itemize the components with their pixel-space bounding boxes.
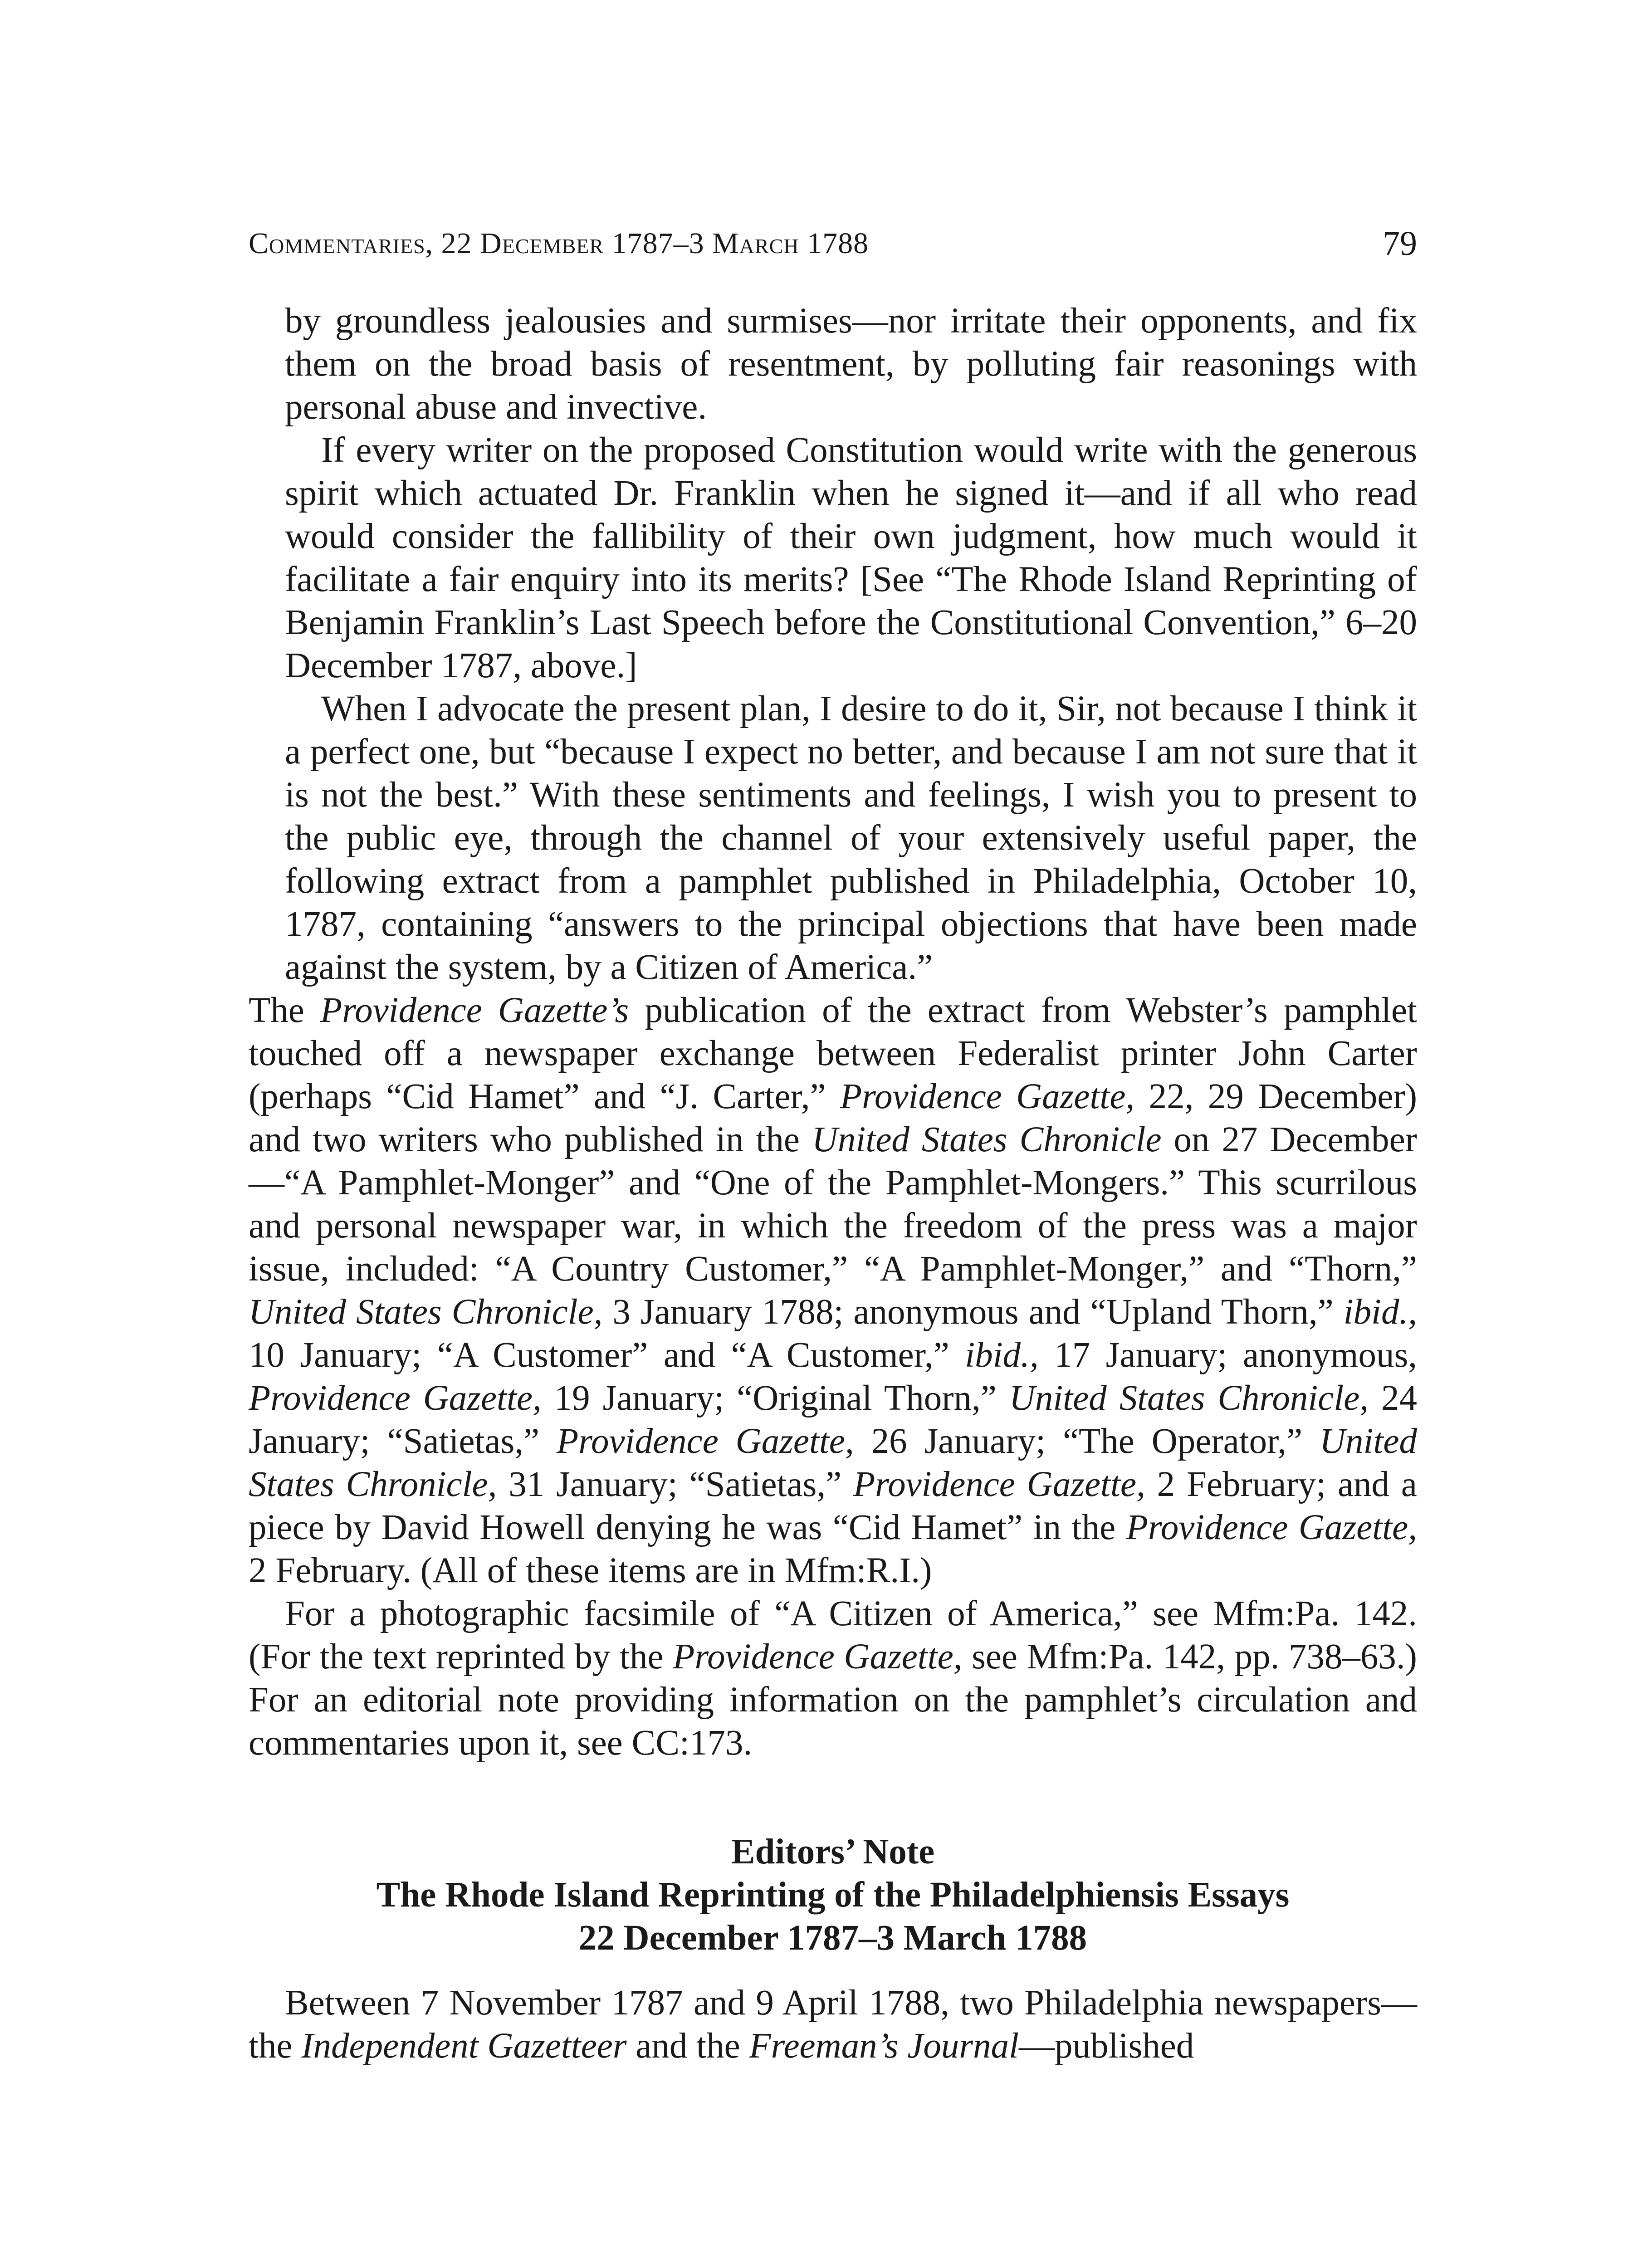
text-run: For a photographic facsimile of “A Citizen of America,” see Mfm:Pa. 142. (For the text reprinted by the xyxy=(249,1594,1417,1677)
text-block xyxy=(249,299,1417,2068)
text-run: 17 January; anonymous, xyxy=(1038,1335,1417,1375)
text-run: The xyxy=(249,991,321,1030)
quoted-paragraph-3: When I advocate the present plan, I desire to do it, Sir, not because I think it a perfect one, but “because I expect no better, and because I am not sure that it is not the best.” With these sentiments and feelings, I wish you to present to the public eye, through the channel of your extensively useful paper, the following extract from a pamphlet published in Philadelphia, October 10, 1787, containing “answers to the principal objections that have been made against the system, by a Citizen of America.” xyxy=(285,689,1417,987)
commentary-paragraph-1 xyxy=(249,989,1417,1592)
text-run: 3 January 1788; anonymous and “Upland Thorn,” xyxy=(602,1292,1344,1332)
editors-note-body xyxy=(249,1981,1417,2068)
italic-run: Independent Gazetteer xyxy=(301,2026,627,2066)
commentary-paragraph-2 xyxy=(249,1592,1417,1765)
text-run: see Mfm:Pa. 142, pp. 738–63.) For an editorial note providing information on the pamphlet’s circulation and commentaries upon it, see CC:173. xyxy=(249,1637,1417,1763)
quoted-paragraph-1: by groundless jealousies and surmises—nor irritate their opponents, and fix them on the broad basis of resentment, by polluting fair reasonings with personal abuse and invective. xyxy=(285,301,1417,427)
text-run: 2 February; and a piece by David Howell denying he was “Cid Hamet” in the xyxy=(249,1465,1417,1547)
italic-run: United States Chronicle, xyxy=(249,1292,603,1332)
editors-note-heading xyxy=(249,1830,1417,1960)
quoted-paragraph-2: If every writer on the proposed Constitution would write with the generous spirit which actuated Dr. Franklin when he signed it—and if all who read would consider the fallibility of their own judgment, how much would it facilitate a fair enquiry into its merits? [See “The Rhode Island Reprinting of Benjamin Franklin’s Last Speech before the Constitutional Convention,” 6–20 December 1787, above.] xyxy=(285,430,1417,685)
running-head-title: Commentaries, 22 December 1787–3 March 1788 xyxy=(249,227,869,260)
text-run: 24 January; “Satietas,” xyxy=(249,1378,1418,1461)
text-run: publication of the extract from Webster’s pamphlet touched off a newspaper exchange between Federalist printer John Carter (perhaps “Cid Hamet” and “J. Carter,” xyxy=(249,991,1417,1116)
italic-run: Providence Gazette, xyxy=(840,1077,1135,1116)
quoted-letter xyxy=(285,299,1417,989)
text-run: 31 January; “Satietas,” xyxy=(497,1465,854,1504)
italic-run: Freeman’s Journal xyxy=(749,2026,1019,2066)
italic-run: Providence Gazette’s xyxy=(320,991,629,1030)
text-run: 10 January; “A Customer” and “A Customer,” xyxy=(249,1335,965,1375)
text-run: —published xyxy=(1019,2026,1194,2066)
editors-note-paragraph-1 xyxy=(249,1981,1417,2068)
running-head xyxy=(249,223,1417,264)
italic-run: ibid., xyxy=(965,1335,1039,1375)
italic-run: Providence Gazette, xyxy=(673,1637,963,1677)
text-run: 26 January; “The Operator,” xyxy=(854,1422,1320,1461)
italic-run: Providence Gazette, xyxy=(853,1465,1145,1504)
italic-run: Providence Gazette, xyxy=(556,1422,854,1461)
editors-note-dates: 22 December 1787–3 March 1788 xyxy=(578,1918,1087,1958)
text-run: 19 January; “Original Thorn,” xyxy=(541,1378,1009,1418)
italic-run: Providence Gazette, xyxy=(249,1378,542,1418)
page-number: 79 xyxy=(1383,225,1417,263)
text-run: 2 February. (All of these items are in Mfm:R.I.) xyxy=(249,1551,932,1590)
italic-run: Providence Gazette, xyxy=(1126,1508,1417,1547)
text-run: Between 7 November 1787 and 9 April 1788, two Philadelphia newspapers—the xyxy=(249,1983,1417,2066)
text-run: 22, 29 December) and two writers who published in the xyxy=(249,1077,1418,1159)
editors-note-title: The Rhode Island Reprinting of the Philadelphiensis Essays xyxy=(376,1875,1290,1915)
italic-run: United States Chronicle, xyxy=(249,1422,1417,1504)
italic-run: United States Chronicle, xyxy=(1009,1378,1369,1418)
italic-run: United States Chronicle xyxy=(812,1120,1162,1159)
italic-run: ibid., xyxy=(1343,1292,1418,1332)
editors-note-label: Editors’ Note xyxy=(731,1832,935,1872)
commentary xyxy=(249,989,1417,1765)
text-run: on 27 December—“A Pamphlet-Monger” and “One of the Pamphlet-Mongers.” This scurrilous and personal newspaper war, in which the freedom of the press was a major issue, included: “A Country Customer,” “A Pamphlet-Monger,” and “Thorn,” xyxy=(249,1120,1417,1289)
text-run: and the xyxy=(626,2026,749,2066)
